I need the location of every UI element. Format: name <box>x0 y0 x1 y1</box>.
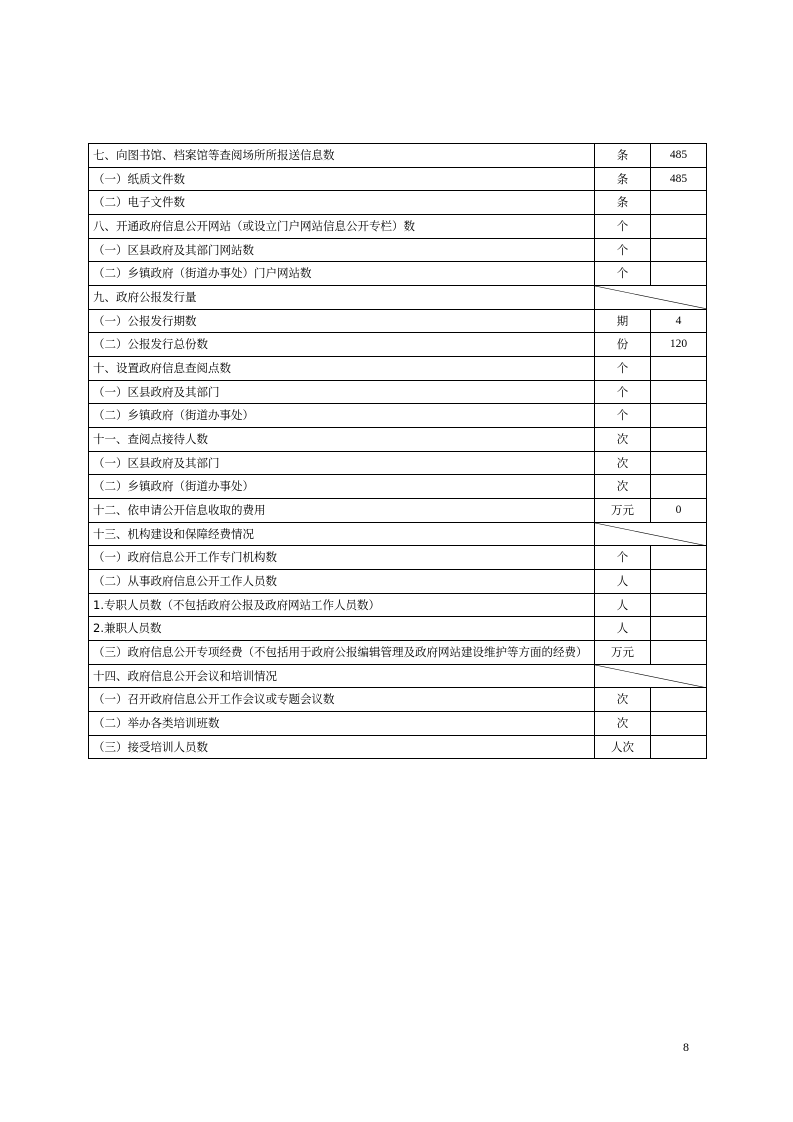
row-unit: 人 <box>595 593 651 617</box>
row-value <box>651 546 707 570</box>
row-unit: 个 <box>595 357 651 381</box>
row-label: （二）从事政府信息公开工作人员数 <box>89 570 595 594</box>
row-unit: 个 <box>595 404 651 428</box>
row-unit: 个 <box>595 238 651 262</box>
row-unit: 条 <box>595 191 651 215</box>
table-row <box>89 664 707 688</box>
row-label: 十、设置政府信息查阅点数 <box>89 357 595 381</box>
row-value: 485 <box>651 167 707 191</box>
row-value <box>651 617 707 641</box>
row-label: （一）区县政府及其部门网站数 <box>89 238 595 262</box>
table-row <box>89 191 707 215</box>
page-number: 8 <box>683 1040 689 1054</box>
row-value <box>651 688 707 712</box>
row-value: 485 <box>651 144 707 168</box>
row-unit: 人次 <box>595 735 651 759</box>
row-unit: 个 <box>595 262 651 286</box>
row-value <box>651 191 707 215</box>
table-row <box>89 475 707 499</box>
row-unit: 个 <box>595 215 651 239</box>
table-row <box>89 167 707 191</box>
row-value <box>651 593 707 617</box>
row-unit: 期 <box>595 309 651 333</box>
table-row <box>89 617 707 641</box>
table-row <box>89 735 707 759</box>
table-row <box>89 546 707 570</box>
row-unit: 万元 <box>595 499 651 523</box>
row-value <box>651 428 707 452</box>
table-row <box>89 262 707 286</box>
row-unit: 人 <box>595 617 651 641</box>
row-label: （三）接受培训人员数 <box>89 735 595 759</box>
row-value <box>651 475 707 499</box>
row-value <box>651 380 707 404</box>
table-row <box>89 641 707 665</box>
row-label: 十三、机构建设和保障经费情况 <box>89 522 595 546</box>
table-row <box>89 404 707 428</box>
row-value <box>651 712 707 736</box>
row-label: （二）乡镇政府（街道办事处） <box>89 475 595 499</box>
table-row <box>89 451 707 475</box>
row-slashed-cell <box>595 664 707 688</box>
row-unit: 次 <box>595 688 651 712</box>
row-unit: 次 <box>595 475 651 499</box>
table-body <box>89 144 707 759</box>
row-label: 1.专职人员数（不包括政府公报及政府网站工作人员数） <box>89 593 595 617</box>
row-unit: 万元 <box>595 641 651 665</box>
row-label: 十二、依申请公开信息收取的费用 <box>89 499 595 523</box>
table-row <box>89 238 707 262</box>
row-label: 十一、查阅点接待人数 <box>89 428 595 452</box>
row-label: （一）召开政府信息公开工作会议或专题会议数 <box>89 688 595 712</box>
row-label: 七、向图书馆、档案馆等查阅场所所报送信息数 <box>89 144 595 168</box>
table-row <box>89 688 707 712</box>
row-value <box>651 570 707 594</box>
table-row <box>89 380 707 404</box>
row-unit: 次 <box>595 712 651 736</box>
row-label: 2.兼职人员数 <box>89 617 595 641</box>
row-value <box>651 451 707 475</box>
row-value: 0 <box>651 499 707 523</box>
row-label: （二）电子文件数 <box>89 191 595 215</box>
row-unit: 次 <box>595 451 651 475</box>
row-label: 九、政府公报发行量 <box>89 286 595 310</box>
row-value <box>651 404 707 428</box>
row-label: （二）举办各类培训班数 <box>89 712 595 736</box>
row-label: （二）乡镇政府（街道办事处） <box>89 404 595 428</box>
row-value <box>651 735 707 759</box>
table-row <box>89 570 707 594</box>
table-row <box>89 593 707 617</box>
row-label: （一）纸质文件数 <box>89 167 595 191</box>
table-row <box>89 333 707 357</box>
row-value <box>651 262 707 286</box>
row-unit: 人 <box>595 570 651 594</box>
table-row <box>89 215 707 239</box>
table-row <box>89 144 707 168</box>
row-value: 4 <box>651 309 707 333</box>
row-label: （一）公报发行期数 <box>89 309 595 333</box>
row-slashed-cell <box>595 522 707 546</box>
table-row <box>89 309 707 333</box>
row-unit: 次 <box>595 428 651 452</box>
row-value: 120 <box>651 333 707 357</box>
row-value <box>651 641 707 665</box>
table-row <box>89 499 707 523</box>
row-value <box>651 238 707 262</box>
row-label: （三）政府信息公开专项经费（不包括用于政府公报编辑管理及政府网站建设维护等方面的经费） <box>89 641 595 665</box>
table-row <box>89 428 707 452</box>
row-label: （二）公报发行总份数 <box>89 333 595 357</box>
row-unit: 份 <box>595 333 651 357</box>
table-row <box>89 357 707 381</box>
row-label: （一）区县政府及其部门 <box>89 451 595 475</box>
statistics-table-container <box>88 143 706 759</box>
table-row <box>89 712 707 736</box>
table-row <box>89 286 707 310</box>
row-label: （一）政府信息公开工作专门机构数 <box>89 546 595 570</box>
row-label: 八、开通政府信息公开网站（或设立门户网站信息公开专栏）数 <box>89 215 595 239</box>
row-unit: 个 <box>595 546 651 570</box>
row-unit: 个 <box>595 380 651 404</box>
row-slashed-cell <box>595 286 707 310</box>
row-value <box>651 357 707 381</box>
row-unit: 条 <box>595 167 651 191</box>
row-label: （二）乡镇政府（街道办事处）门户网站数 <box>89 262 595 286</box>
row-value <box>651 215 707 239</box>
table-row <box>89 522 707 546</box>
row-label: （一）区县政府及其部门 <box>89 380 595 404</box>
row-label: 十四、政府信息公开会议和培训情况 <box>89 664 595 688</box>
row-unit: 条 <box>595 144 651 168</box>
statistics-table <box>88 143 707 759</box>
